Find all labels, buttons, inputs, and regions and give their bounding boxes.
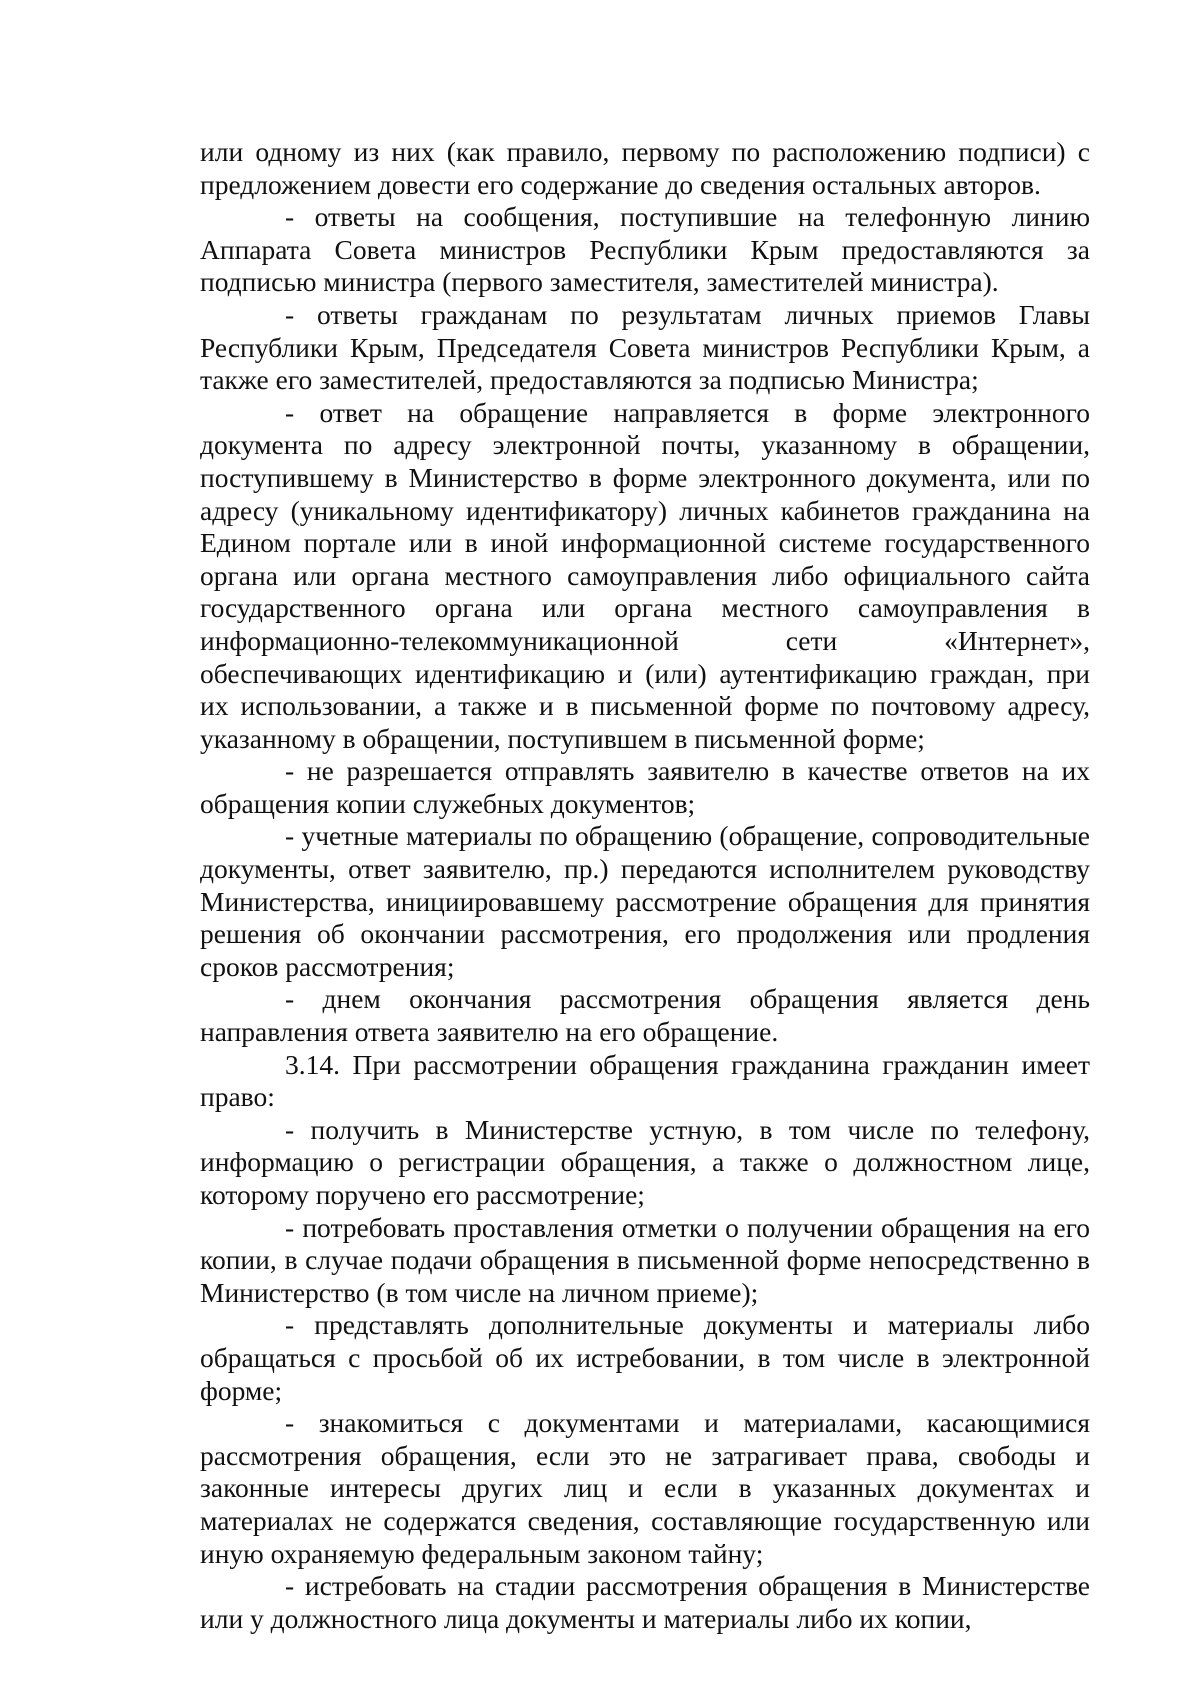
paragraph-personal-reception-answers: - ответы гражданам по результатам личных приемов Главы Республики Крым, Председателя Совета министров Республики Крым, а также его заместителей, предоставляются за подписью Министра; (200, 298, 1090, 396)
paragraph-phone-line-answers: - ответы на сообщения, поступившие на телефонную линию Аппарата Совета министров Республики Крым предоставляются за подписью министра (первого заместителя, заместителей министра). (200, 201, 1090, 298)
paragraph-right-receipt-mark: - потребовать проставления отметки о получении обращения на его копии, в случае подачи обращения в письменной форме непосредственно в Министерство (в том числе на личном приеме); (200, 1211, 1090, 1308)
paragraph-continuation: или одному из них (как правило, первому по расположению подписи) с предложением довести его содержание до сведения остальных авторов. (200, 136, 1090, 200)
paragraph-case-materials: - учетные материалы по обращению (обращение, сопроводительные документы, ответ заявителю, пр.) передаются исполнителем руководству Министерства, инициировавшему рассмотрение обращения для принятия решения об окончании рассмотрения, его продолжения или продления сроков рассмотрения; (200, 820, 1090, 982)
paragraph-end-of-review: - днем окончания рассмотрения обращения является день направления ответа заявителю на его обращение. (200, 983, 1090, 1048)
document-body (200, 136, 1090, 1635)
paragraph-section-3-14: 3.14. При рассмотрении обращения гражданина гражданин имеет право: (200, 1048, 1090, 1113)
paragraph-right-review-materials: - знакомиться с документами и материалами, касающимися рассмотрения обращения, если это не затрагивает права, свободы и законные интересы других лиц и если в указанных документах и материалах не содержатся сведения, составляющие государственную или иную охраняемую федеральным законом тайну; (200, 1407, 1090, 1569)
paragraph-right-get-info: - получить в Министерстве устную, в том числе по телефону, информацию о регистрации обращения, а также о должностном лице, которому поручено его рассмотрение; (200, 1113, 1090, 1210)
paragraph-right-extra-documents: - представлять дополнительные документы и материалы либо обращаться с просьбой об их истребовании, в том числе в электронной форме; (200, 1309, 1090, 1406)
paragraph-no-official-copies: - не разрешается отправлять заявителю в качестве ответов на их обращения копии служебных документов; (200, 755, 1090, 819)
paragraph-right-request-documents: - истребовать на стадии рассмотрения обращения в Министерстве или у должностного лица документы и материалы либо их копии, (200, 1570, 1090, 1634)
paragraph-electronic-answer: - ответ на обращение направляется в форме электронного документа по адресу электронной почты, указанному в обращении, поступившему в Министерство в форме электронного документа, или по адресу (уникальному идентификатору) личных кабинетов гражданина на Едином портале или в иной информационной системе государственного органа или органа местного самоуправления либо официального сайта государственного органа или органа местного самоуправления в информационно-телекоммуникационной сети «Интернет», обеспечивающих идентификацию и (или) аутентификацию граждан, при их использовании, а также и в письменной форме по почтовому адресу, указанному в обращении, поступившем в письменной форме; (200, 396, 1090, 754)
